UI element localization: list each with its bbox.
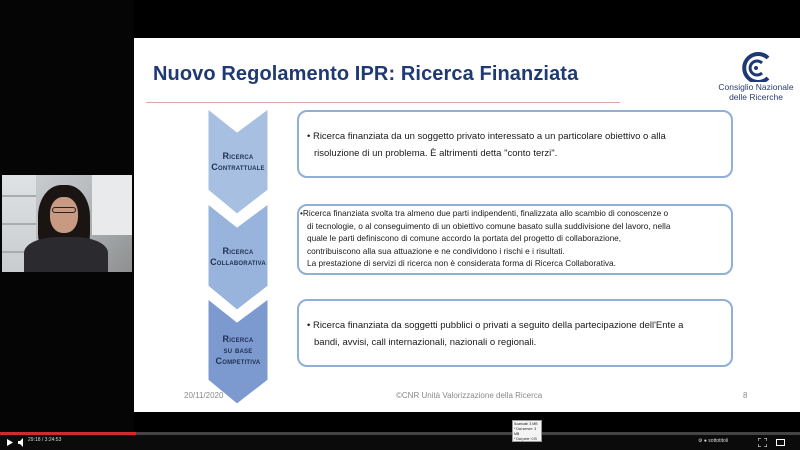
footer-page-number: 8 bbox=[743, 391, 748, 400]
label-competitiva: Ricerca su base Competitiva bbox=[215, 334, 261, 366]
logo-text-line2: delle Ricerche bbox=[729, 92, 783, 102]
label-collaborativa: Ricerca Collaborativa bbox=[210, 246, 266, 267]
play-icon[interactable] bbox=[6, 438, 14, 447]
footer-center: ©CNR Unità Valorizzazione della Ricerca bbox=[396, 391, 543, 400]
presenter-body bbox=[24, 237, 108, 272]
presentation-slide bbox=[134, 38, 800, 412]
label-contrattuale: Ricerca Contrattuale bbox=[211, 151, 265, 172]
fullscreen-icon[interactable] bbox=[758, 438, 767, 447]
progress-bar[interactable] bbox=[0, 432, 800, 435]
text-collaborativa: •Ricerca finanziata svolta tra almeno due parti indipendenti, finalizzata allo scambio di conoscenze o di tecnologie, o al conseguimento di un obiettivo comune basato sulla suddivisione del lavoro, nella quale le parti definiscono di comune accordo la portata del progetto di collaborazione, contribuiscono alla sua attuazione e ne condividono i rischi e i risultati. La prestazione di servizi di ricerca non è considerata forma di Ricerca Collaborativa. bbox=[300, 208, 671, 268]
title-divider bbox=[146, 102, 620, 103]
right-controls[interactable] bbox=[698, 438, 728, 444]
progress-fill bbox=[0, 432, 136, 435]
presenter-face bbox=[50, 197, 78, 233]
subtitles-label[interactable]: ● sottotitoli bbox=[703, 438, 729, 444]
text-competitiva: • Ricerca finanziata da soggetti pubblici o privati a seguito della partecipazione dell'Ente a bandi, avvisi, call internazionali, nazionali o regionali. bbox=[307, 320, 684, 348]
slide-title: Nuovo Regolamento IPR: Ricerca Finanziata bbox=[153, 63, 579, 85]
text-contrattuale: • Ricerca finanziata da un soggetto privato interessato a un particolare obiettivo o alla risoluzione di un problema. È altrimenti detta "conto terzi". bbox=[307, 131, 666, 159]
volume-icon[interactable] bbox=[18, 438, 24, 447]
footer-date: 20/11/2020 bbox=[184, 391, 224, 400]
webcam-window bbox=[92, 175, 132, 235]
time-display: 29:18 / 3:24:53 bbox=[28, 437, 62, 443]
settings-icon[interactable]: ⚙ bbox=[698, 438, 703, 444]
webcam-video bbox=[2, 175, 132, 272]
cnr-logo bbox=[718, 52, 794, 112]
logo-text-line1: Consiglio Nazionale bbox=[718, 82, 794, 92]
cnr-logo-icon bbox=[738, 52, 774, 82]
theater-icon[interactable] bbox=[776, 438, 785, 447]
download-stats-tooltip: Scaricati: 3 MB * Dai server: 3 MB * Dai peer: 0 B Caricati: 0 B bbox=[512, 420, 542, 442]
presenter-glasses bbox=[52, 207, 76, 213]
